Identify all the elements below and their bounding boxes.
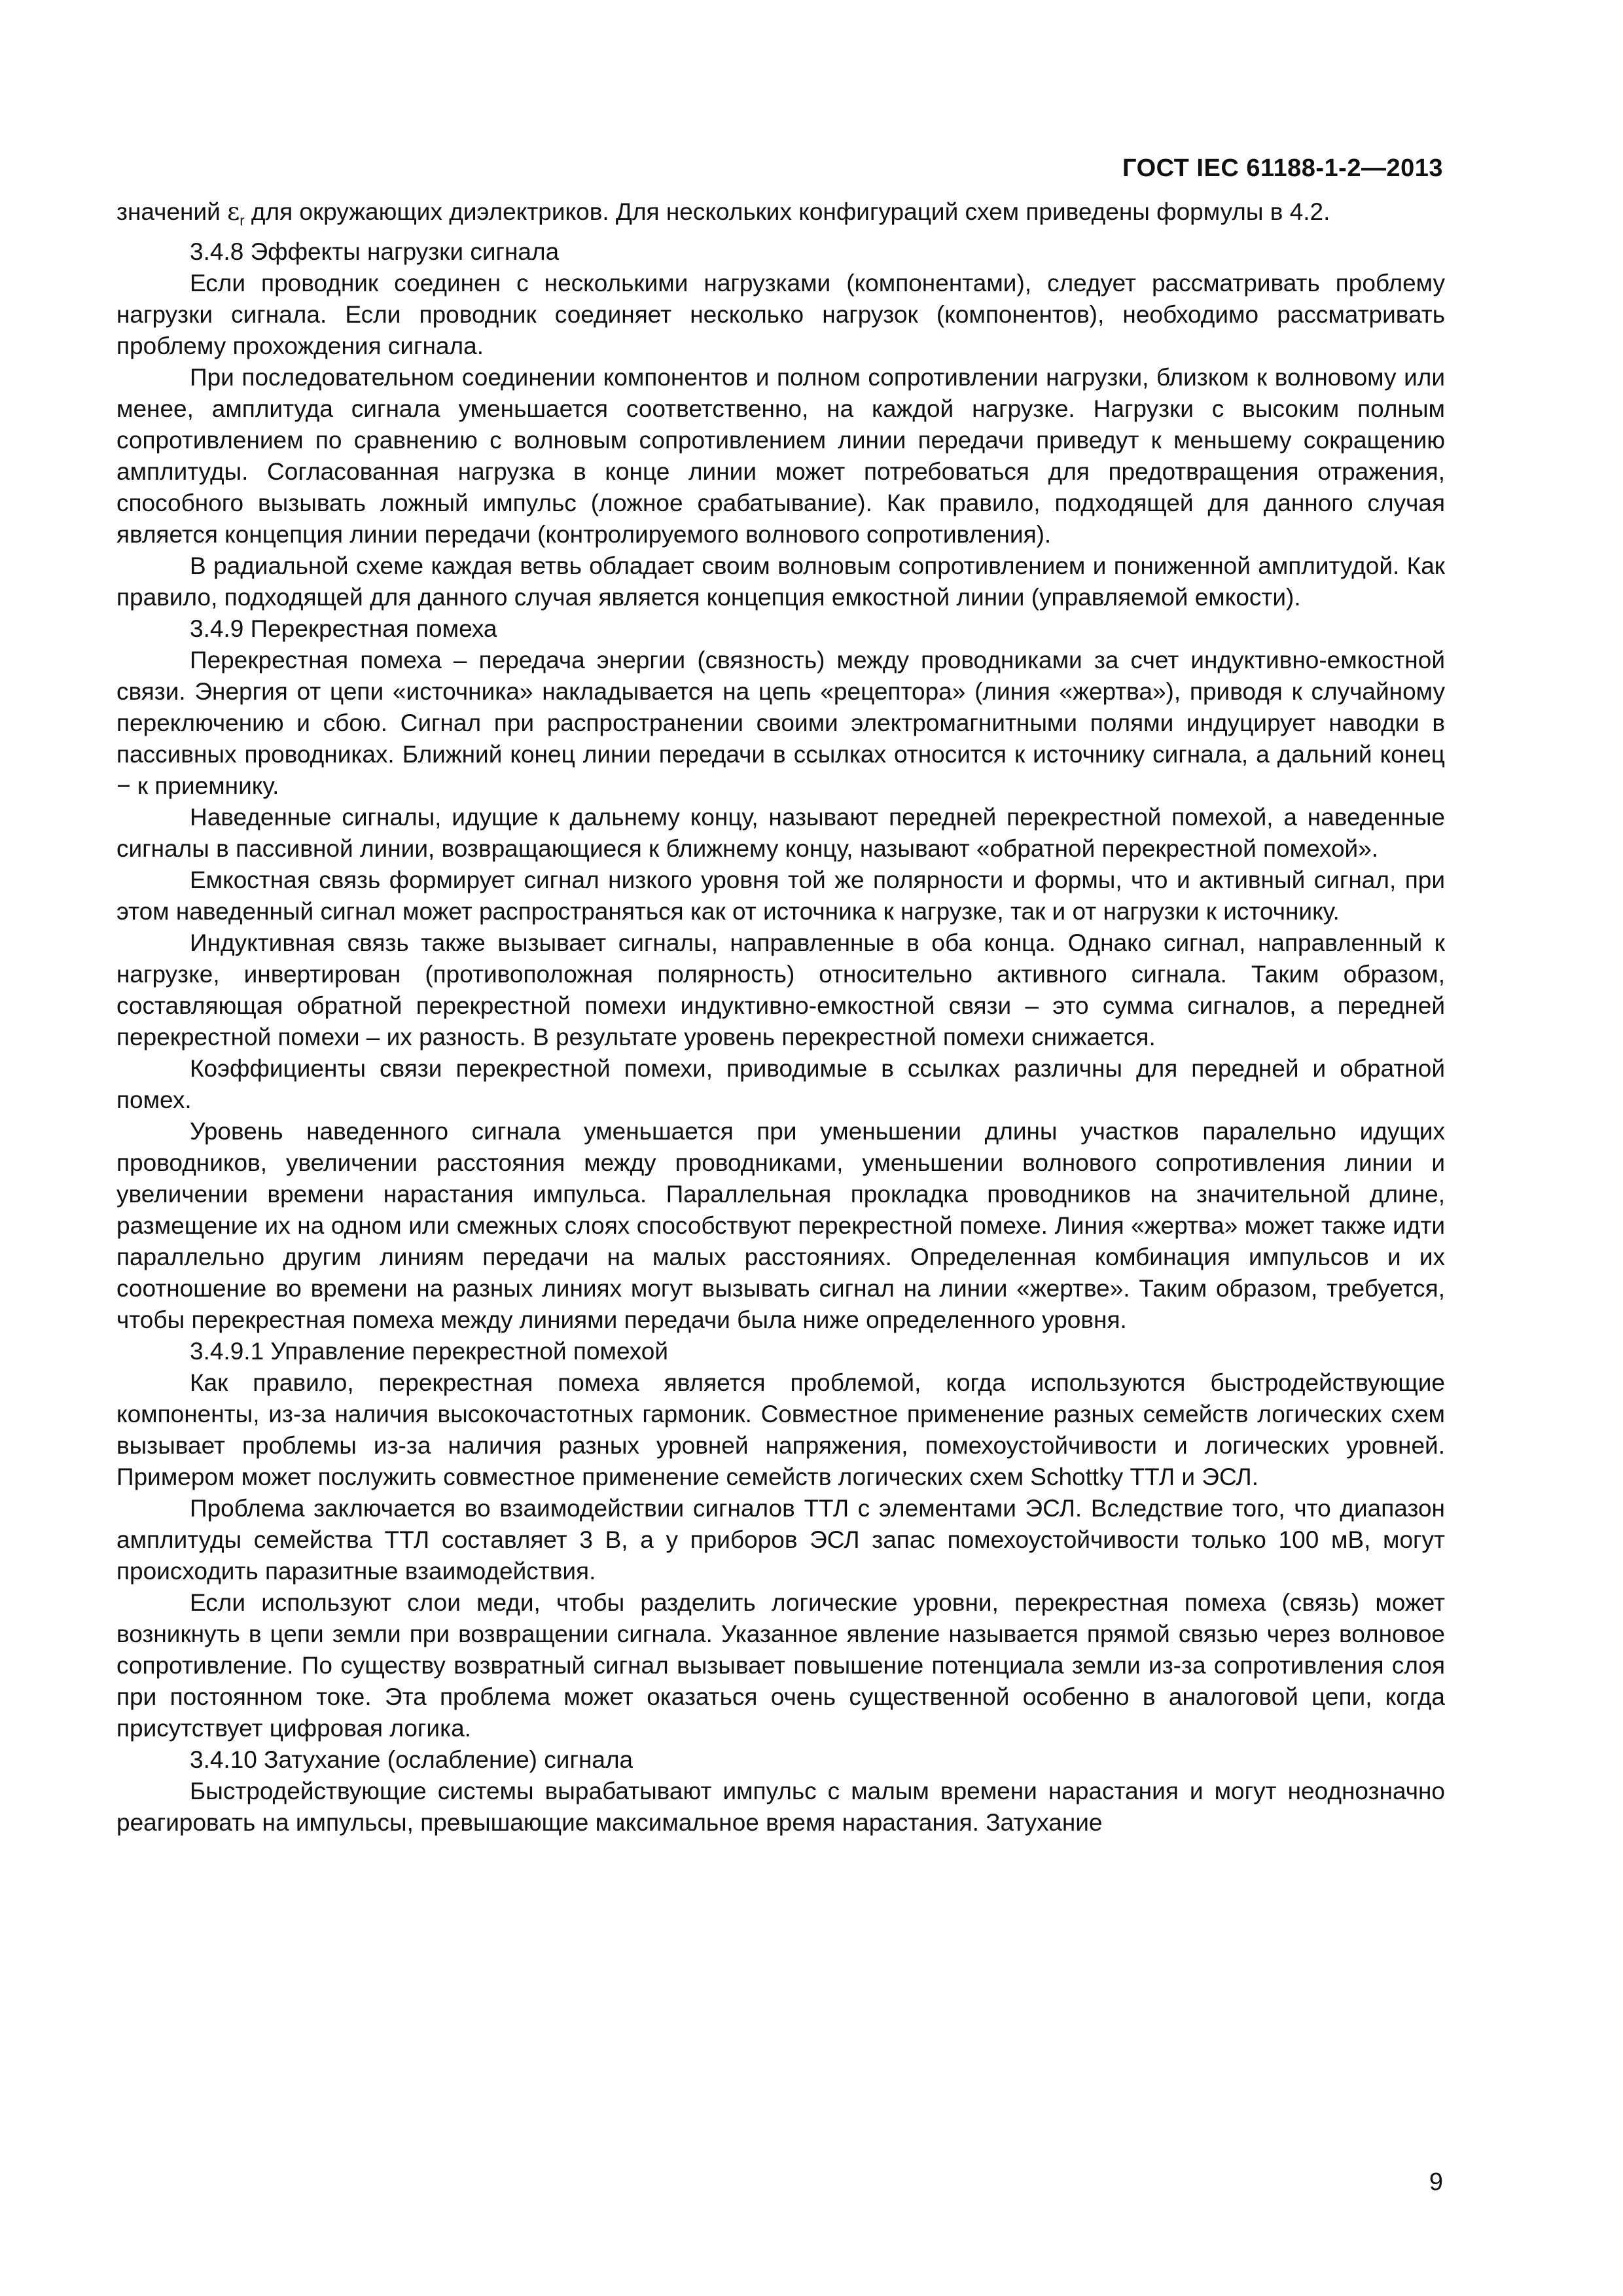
section-heading: 3.4.8 Эффекты нагрузки сигнала (190, 238, 560, 266)
paragraph: значений $\varepsilon_r$ для окружающих диэлектриков. Для нескольких конфигураций схем приведены формулы в 4.2. (116, 198, 1330, 229)
paragraph: В радиальной схеме каждая ветвь обладает своим волновым сопротивлением и пониженной амплитудой. Как правило, подходящей для данного случая является концепция емкостной линии (управляемой емкости). (116, 552, 1445, 611)
body-text (116, 196, 1445, 1839)
paragraph: Индуктивная связь также вызывает сигналы, направленные в оба конца. Однако сигнал, направленный к нагрузке, инвертирован (противоположная полярность) относительно активного сигнала. Таким образом, составляющая обратной перекрестной помехи индуктивно-емкостной связи – это сумма сигналов, а передней перекрестной помехи – их разность. В результате уровень перекрестной помехи снижается. (116, 929, 1445, 1051)
paragraph: Быстродействующие системы вырабатывают импульс с малым времени нарастания и могут неоднозначно реагировать на импульсы, превышающие максимальное время нарастания. Затухание (116, 1778, 1445, 1837)
section-heading: 3.4.9 Перекрестная помеха (190, 615, 497, 643)
paragraph: Перекрестная помеха – передача энергии (связность) между проводниками за счет индуктивно-емкостной связи. Энергия от цепи «источника» накладывается на цепь «рецептора» (линия «жертва»), приводя к случайному переключению и сбою. Сигнал при распространении своими электромагнитными полями индуцирует наводки в пассивных проводниках. Ближний конец линии передачи в ссылках относится к источнику сигнала, а дальний конец − к приемнику. (116, 647, 1445, 800)
paragraph: Как правило, перекрестная помеха является проблемой, когда используются быстродействующие компоненты, из-за наличия высокочастотных гармоник. Совместное применение разных семейств логических схем вызывает проблемы из-за наличия разных уровней напряжения, помехоустойчивости и логических уровней. Примером может послужить совместное применение семейств логических схем Schottky ТТЛ и ЭСЛ. (116, 1369, 1445, 1491)
paragraph: Если проводник соединен с несколькими нагрузками (компонентами), следует рассматривать проблему нагрузки сигнала. Если проводник соединяет несколько нагрузок (компонентов), необходимо рассматривать проблему прохождения сигнала. (116, 270, 1445, 360)
paragraph: Проблема заключается во взаимодействии сигналов ТТЛ с элементами ЭСЛ. Вследствие того, что диапазон амплитуды семейства ТТЛ составляет 3 В, а у приборов ЭСЛ запас помехоустойчивости только 100 мВ, могут происходить паразитные взаимодействия. (116, 1495, 1445, 1585)
paragraph: Если используют слои меди, чтобы разделить логические уровни, перекрестная помеха (связь) может возникнуть в цепи земли при возвращении сигнала. Указанное явление называется прямой связью через волновое сопротивление. По существу возвратный сигнал вызывает повышение потенциала земли из-за сопротивления слоя при постоянном токе. Эта проблема может оказаться очень существенной особенно в аналоговой цепи, когда присутствует цифровая логика. (116, 1589, 1445, 1742)
paragraph: Коэффициенты связи перекрестной помехи, приводимые в ссылках различны для передней и обратной помех. (116, 1055, 1445, 1114)
paragraph: Наведенные сигналы, идущие к дальнему концу, называют передней перекрестной помехой, а наведенные сигналы в пассивной линии, возвращающиеся к ближнему концу, называют «обратной перекрестной помехой». (116, 804, 1445, 863)
section-heading: 3.4.9.1 Управление перекрестной помехой (190, 1338, 669, 1365)
paragraph: Емкостная связь формирует сигнал низкого уровня той же полярности и формы, что и активный сигнал, при этом наведенный сигнал может распространяться как от источника к нагрузке, так и от нагрузки к источнику. (116, 867, 1445, 925)
epsilon-symbol: ε (227, 198, 240, 226)
section-heading: 3.4.10 Затухание (ослабление) сигнала (190, 1746, 633, 1774)
paragraph: Уровень наведенного сигнала уменьшается при уменьшении длины участков паралельно идущих проводников, увеличении расстояния между проводниками, уменьшении волнового сопротивления линии и увеличении времени нарастания импульса. Параллельная прокладка проводников на значительной длине, размещение их на одном или смежных слоях способствуют перекрестной помехе. Линия «жертва» может также идти параллельно другим линиям передачи на малых расстояниях. Определенная комбинация импульсов и их соотношение во времени на разных линиях могут вызывать сигнал на линии «жертве». Таким образом, требуется, чтобы перекрестная помеха между линиями передачи была ниже определенного уровня. (116, 1118, 1445, 1334)
paragraph: При последовательном соединении компонентов и полном сопротивлении нагрузки, близком к волновому или менее, амплитуда сигнала уменьшается соответственно, на каждой нагрузке. Нагрузки с высоким полным сопротивлением по сравнению с волновым сопротивлением линии передачи приведут к меньшему сокращению амплитуды. Согласованная нагрузка в конце линии может потребоваться для предотвращения отражения, способного вызывать ложный импульс (ложное срабатывание). Как правило, подходящей для данного случая является концепция линии передачи (контролируемого волнового сопротивления). (116, 364, 1445, 548)
epsilon-subscript: r (240, 212, 245, 229)
page-number: 9 (1429, 2168, 1443, 2196)
document-header: ГОСТ IEC 61188-1-2—2013 (1122, 154, 1443, 182)
